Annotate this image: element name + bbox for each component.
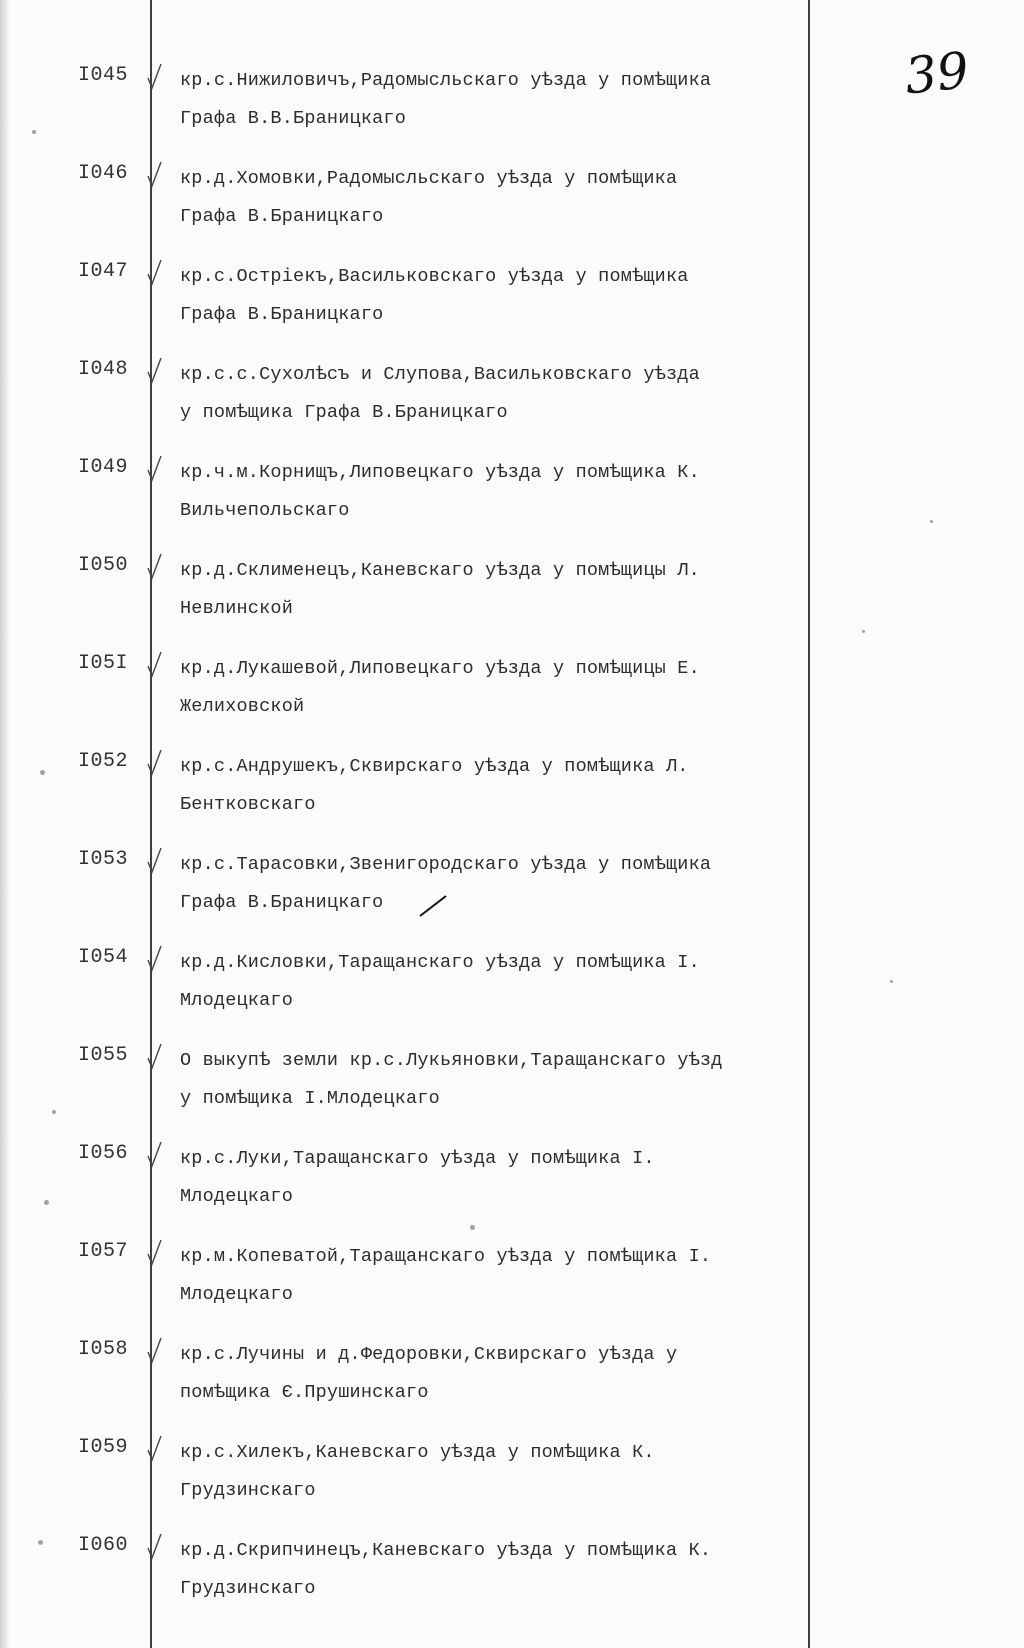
check-mark-icon bbox=[146, 258, 164, 286]
register-entry bbox=[0, 842, 1024, 938]
register-entry bbox=[0, 156, 1024, 252]
entry-text bbox=[180, 258, 810, 334]
register-entry bbox=[0, 548, 1024, 644]
check-mark-icon bbox=[146, 552, 164, 580]
scan-speck bbox=[862, 630, 865, 633]
scan-speck bbox=[890, 980, 893, 983]
entry-line-1: кр.с.с.Сухолѣсъ и Слупова,Васильковскаго уѣзда bbox=[180, 364, 700, 385]
entry-text bbox=[180, 552, 810, 628]
entry-number: I055 bbox=[78, 1044, 129, 1067]
entry-number: I054 bbox=[78, 946, 129, 969]
entry-text bbox=[180, 1336, 810, 1412]
register-entry bbox=[0, 1528, 1024, 1624]
entry-line-1: кр.с.Андрушекъ,Сквирскаго уѣзда у помѣщика Л. bbox=[180, 756, 689, 777]
entry-line-2: Бентковскаго bbox=[180, 794, 316, 815]
entry-number: I048 bbox=[78, 358, 129, 381]
register-entry bbox=[0, 744, 1024, 840]
entry-line-2: Желиховской bbox=[180, 696, 305, 717]
check-mark-icon bbox=[146, 944, 164, 972]
entry-text bbox=[180, 944, 810, 1020]
check-mark-icon bbox=[146, 160, 164, 188]
register-entry bbox=[0, 450, 1024, 546]
entry-number: I056 bbox=[78, 1142, 129, 1165]
register-entry bbox=[0, 1136, 1024, 1232]
entry-line-1: кр.с.Остріекъ,Васильковскаго уѣзда у помѣщика bbox=[180, 266, 689, 287]
entry-text bbox=[180, 1140, 810, 1216]
check-mark-icon bbox=[146, 1042, 164, 1070]
check-mark-icon bbox=[146, 1140, 164, 1168]
entry-number: I045 bbox=[78, 64, 129, 87]
entry-line-1: кр.д.Хомовки,Радомысльскаго уѣзда у помѣщика bbox=[180, 168, 678, 189]
entry-number: I060 bbox=[78, 1534, 129, 1557]
entry-number: I050 bbox=[78, 554, 129, 577]
entry-line-2: у помѣщика I.Млодецкаго bbox=[180, 1088, 440, 1109]
scan-speck bbox=[40, 770, 45, 775]
entry-line-2: Млодецкаго bbox=[180, 1186, 294, 1207]
handwritten-page-number: 39 bbox=[902, 41, 972, 106]
entry-number: I053 bbox=[78, 848, 129, 871]
entry-number: I058 bbox=[78, 1338, 129, 1361]
scan-speck bbox=[52, 1110, 56, 1114]
scan-speck bbox=[470, 1225, 475, 1230]
pen-stroke-icon bbox=[418, 892, 448, 918]
entry-text bbox=[180, 650, 810, 726]
scan-speck bbox=[930, 520, 933, 523]
entry-line-1: кр.д.Склименецъ,Каневскаго уѣзда у помѣщицы Л. bbox=[180, 560, 700, 581]
entry-line-2: Грудзинскаго bbox=[180, 1578, 316, 1599]
entry-line-2: Грудзинскаго bbox=[180, 1480, 316, 1501]
register-entry bbox=[0, 58, 1024, 154]
entry-text bbox=[180, 1042, 810, 1118]
entry-number: I049 bbox=[78, 456, 129, 479]
entry-line-2: Графа В.Браницкаго bbox=[180, 206, 384, 227]
register-entry bbox=[0, 352, 1024, 448]
check-mark-icon bbox=[146, 1336, 164, 1364]
entry-line-1: кр.с.Лучины и д.Федоровки,Сквирскаго уѣзда у bbox=[180, 1344, 678, 1365]
check-mark-icon bbox=[146, 62, 164, 90]
entry-text bbox=[180, 846, 810, 922]
register-entry bbox=[0, 254, 1024, 350]
entry-line-2: Млодецкаго bbox=[180, 990, 294, 1011]
check-mark-icon bbox=[146, 356, 164, 384]
scan-speck bbox=[44, 1200, 49, 1205]
entry-text bbox=[180, 1532, 810, 1608]
scan-speck bbox=[38, 1540, 43, 1545]
register-entry bbox=[0, 1332, 1024, 1428]
entry-line-2: помѣщика Є.Прушинскаго bbox=[180, 1382, 429, 1403]
entry-number: I05I bbox=[78, 652, 129, 675]
check-mark-icon bbox=[146, 650, 164, 678]
entry-text bbox=[180, 1238, 810, 1314]
register-entry bbox=[0, 646, 1024, 742]
entry-line-2: Невлинской bbox=[180, 598, 294, 619]
entry-text bbox=[180, 454, 810, 530]
entry-line-1: кр.м.Копеватой,Таращанскаго уѣзда у помѣщика I. bbox=[180, 1246, 712, 1267]
entry-number: I047 bbox=[78, 260, 129, 283]
entry-line-1: кр.д.Лукашевой,Липовецкаго уѣзда у помѣщицы Е. bbox=[180, 658, 700, 679]
entry-number: I046 bbox=[78, 162, 129, 185]
entry-line-1: кр.с.Нижиловичъ,Радомысльскаго уѣзда у помѣщика bbox=[180, 70, 712, 91]
check-mark-icon bbox=[146, 454, 164, 482]
entry-number: I059 bbox=[78, 1436, 129, 1459]
check-mark-icon bbox=[146, 846, 164, 874]
entry-text bbox=[180, 748, 810, 824]
entry-line-1: кр.д.Скрипчинецъ,Каневскаго уѣзда у помѣщика К. bbox=[180, 1540, 712, 1561]
entry-line-1: кр.с.Хилекъ,Каневскаго уѣзда у помѣщика К. bbox=[180, 1442, 655, 1463]
register-entry bbox=[0, 1234, 1024, 1330]
entry-line-2: Графа В.В.Браницкаго bbox=[180, 108, 407, 129]
scan-speck bbox=[32, 130, 36, 134]
entry-line-1: кр.с.Луки,Таращанскаго уѣзда у помѣщика I. bbox=[180, 1148, 655, 1169]
entry-line-1: О выкупѣ земли кр.с.Лукьяновки,Таращанскаго уѣзд bbox=[180, 1050, 723, 1071]
entry-text bbox=[180, 62, 810, 138]
entry-text bbox=[180, 356, 810, 432]
entry-line-2: Млодецкаго bbox=[180, 1284, 294, 1305]
entry-line-1: кр.ч.м.Корнищъ,Липовецкаго уѣзда у помѣщика К. bbox=[180, 462, 700, 483]
entry-line-1: кр.д.Кисловки,Таращанскаго уѣзда у помѣщика I. bbox=[180, 952, 700, 973]
check-mark-icon bbox=[146, 1434, 164, 1462]
check-mark-icon bbox=[146, 1238, 164, 1266]
entry-line-2: Графа В.Браницкаго bbox=[180, 892, 384, 913]
entry-line-2: у помѣщика Графа В.Браницкаго bbox=[180, 402, 508, 423]
entry-number: I052 bbox=[78, 750, 129, 773]
check-mark-icon bbox=[146, 748, 164, 776]
check-mark-icon bbox=[146, 1532, 164, 1560]
entry-line-2: Графа В.Браницкаго bbox=[180, 304, 384, 325]
register-entry bbox=[0, 1038, 1024, 1134]
entry-text bbox=[180, 160, 810, 236]
register-entry bbox=[0, 940, 1024, 1036]
entry-number: I057 bbox=[78, 1240, 129, 1263]
entry-line-1: кр.с.Тарасовки,Звенигородскаго уѣзда у помѣщика bbox=[180, 854, 712, 875]
register-entry bbox=[0, 1430, 1024, 1526]
entry-text bbox=[180, 1434, 810, 1510]
entry-line-2: Вильчепольскаго bbox=[180, 500, 350, 521]
